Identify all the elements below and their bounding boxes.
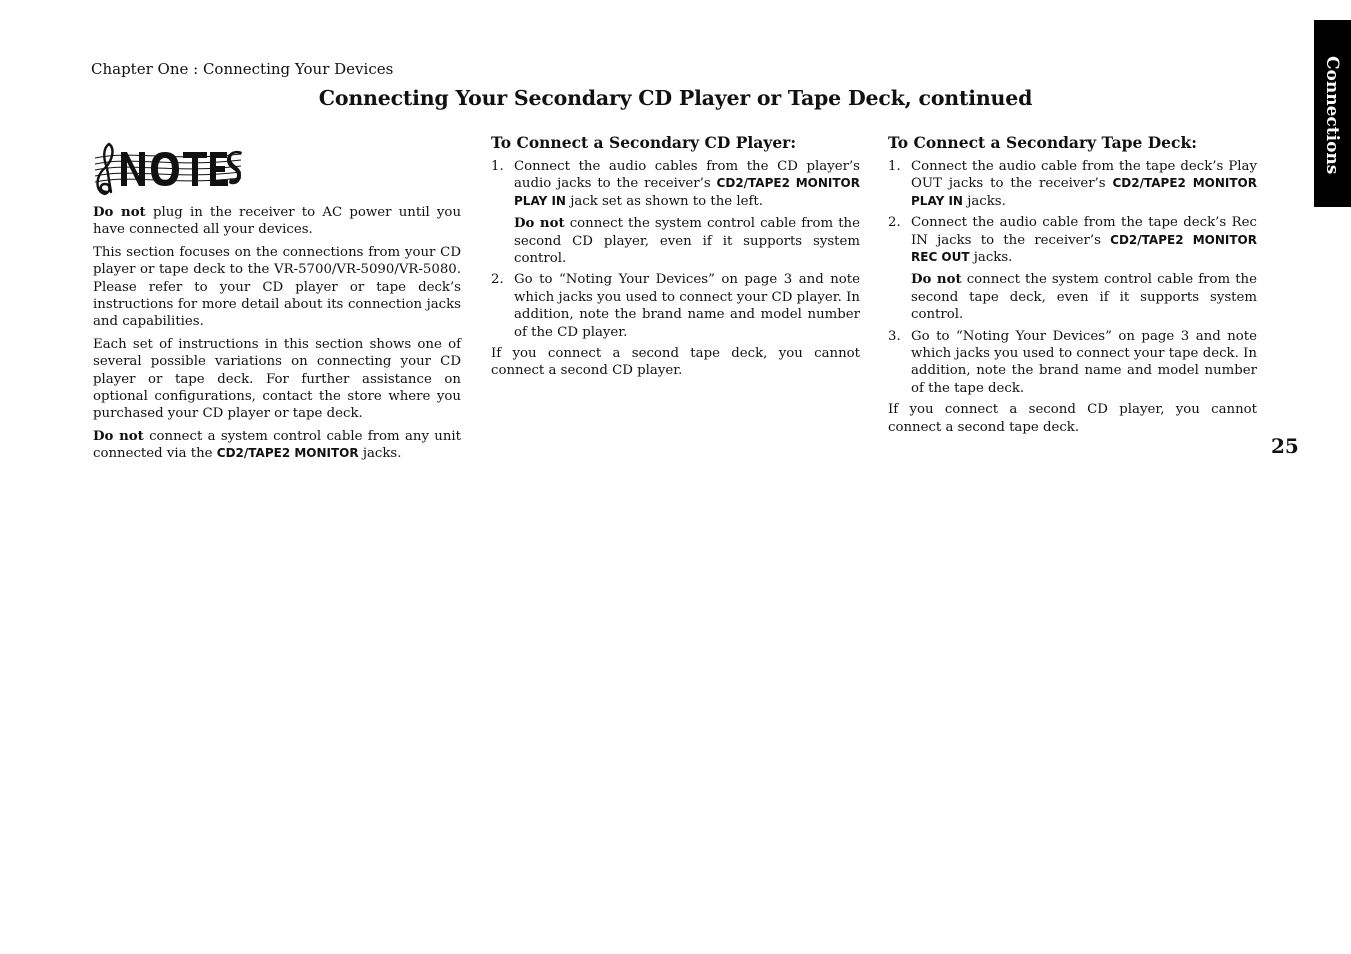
step-number: 1.: [491, 159, 504, 174]
notes-paragraph-system-control: Do not connect a system control cable from any unit connected via the CD2/TAPE2 MONITOR jacks.: [93, 428, 461, 462]
step-number: 3.: [888, 328, 901, 344]
cd-steps-list: [491, 158, 860, 341]
list-item: [888, 214, 1257, 323]
tape-deck-column: [888, 132, 1257, 441]
list-item: [491, 158, 860, 267]
page-title: Connecting Your Secondary CD Player or Tape Deck, continued: [318, 86, 1033, 110]
list-item: [491, 271, 860, 341]
list-item: [888, 158, 1257, 210]
chapter-header: Chapter One : Connecting Your Devices: [91, 60, 394, 78]
notes-column: [93, 132, 461, 468]
step-text: Go to “Noting Your Devices” on page 3 and note which jacks you used to connect your tape deck. In addition, note the brand name and model number of the tape deck.: [911, 328, 1257, 396]
step-number: 2.: [888, 215, 901, 231]
notes-paragraph-variations: Each set of instructions in this section shows one of several possible variations on connecting your CD player or tape deck. For further assistance on optional configurations, contact the store where you purchased your CD player or tape deck.: [93, 336, 461, 422]
page-number: 25: [1271, 434, 1299, 458]
cd-footer-note: If you connect a second tape deck, you cannot connect a second CD player.: [491, 346, 860, 379]
jack-label: CD2/TAPE2 MONITOR PLAY IN: [911, 176, 1257, 208]
step-note: Do not connect the system control cable from the second tape deck, even if it supports system control.: [911, 272, 1257, 323]
step-note: Do not connect the system control cable from the second CD player, even if it supports system control.: [514, 216, 860, 267]
cd-player-heading: To Connect a Secondary CD Player:: [491, 133, 797, 152]
tape-footer-note: If you connect a second CD player, you cannot connect a second tape deck.: [888, 402, 1257, 435]
cd-player-column: [491, 132, 860, 385]
tape-deck-heading: To Connect a Secondary Tape Deck:: [888, 133, 1197, 152]
jack-label: CD2/TAPE2 MONITOR PLAY IN: [514, 176, 860, 208]
step-number: 2.: [491, 272, 504, 288]
step-text: Connect the audio cables from the CD player’s audio jacks to the receiver’s CD2/TAPE2 MONITOR PLAY IN jack set as shown to the left.: [514, 159, 860, 209]
notes-paragraph-power: Do not plug in the receiver to AC power until you have connected all your devices.: [93, 205, 462, 238]
jack-label: CD2/TAPE2 MONITOR: [216, 446, 359, 461]
step-text: Connect the audio cable from the tape deck’s Play OUT jacks to the receiver’s CD2/TAPE2 MONITOR PLAY IN jacks.: [911, 159, 1257, 209]
jack-label: CD2/TAPE2 MONITOR REC OUT: [911, 232, 1258, 265]
notes-paragraph-focus: This section focuses on the connections from your CD player or tape deck to the VR-5700/VR-5090/VR-5080. Please refer to your CD player or tape deck’s instructions for more detail about its connection jacks and capabilities.: [93, 244, 461, 330]
notes-logo-icon: [93, 138, 243, 196]
tape-steps-list: [888, 158, 1257, 397]
section-tab-label: Connections: [1322, 56, 1342, 175]
section-tab: [1314, 20, 1351, 207]
step-text: Connect the audio cable from the tape deck’s Rec IN jacks to the receiver’s CD2/TAPE2 MONITOR REC OUT jacks.: [911, 215, 1258, 266]
step-number: 1.: [888, 159, 901, 174]
list-item: [888, 328, 1257, 398]
step-text: Go to “Noting Your Devices” on page 3 and note which jacks you used to connect your CD player. In addition, note the brand name and model number of the CD player.: [514, 272, 860, 340]
